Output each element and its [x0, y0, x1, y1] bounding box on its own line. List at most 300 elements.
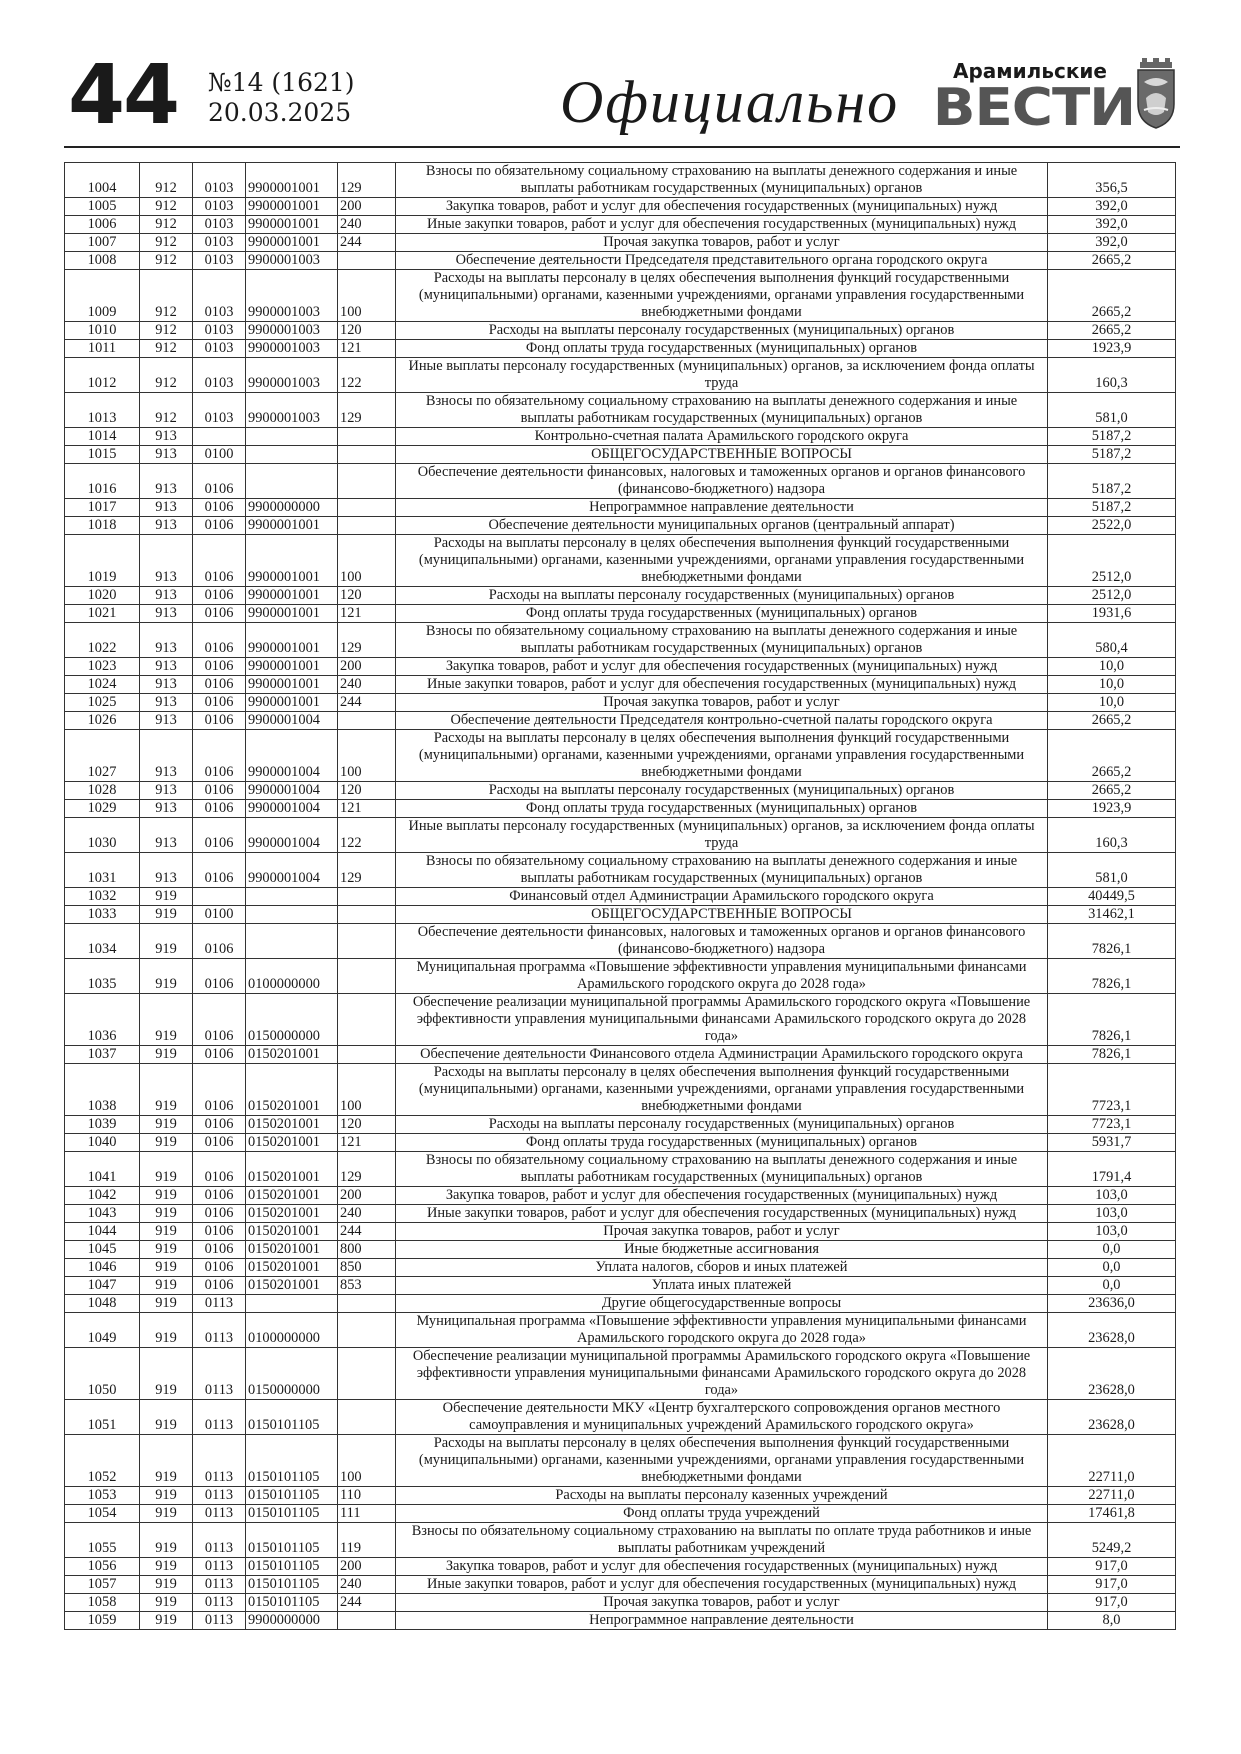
target-item-code: 0150101105	[246, 1487, 338, 1505]
main-admin-code: 913	[140, 712, 193, 730]
target-item-code: 9900000000	[246, 1612, 338, 1630]
target-item-code	[246, 428, 338, 446]
item-name: Прочая закупка товаров, работ и услуг	[396, 1594, 1048, 1612]
main-admin-code: 913	[140, 605, 193, 623]
row-number: 1032	[65, 888, 140, 906]
item-name: Иные бюджетные ассигнования	[396, 1241, 1048, 1259]
expense-type-code: 240	[338, 1205, 396, 1223]
table-row	[65, 1348, 1176, 1400]
expense-type-code	[338, 499, 396, 517]
row-number: 1048	[65, 1295, 140, 1313]
item-name: Обеспечение деятельности муниципальных органов (центральный аппарат)	[396, 517, 1048, 535]
item-name: Контрольно-счетная палата Арамильского городского округа	[396, 428, 1048, 446]
target-item-code	[246, 464, 338, 499]
row-number: 1023	[65, 658, 140, 676]
item-name: Обеспечение реализации муниципальной программы Арамильского городского округа «Повышение эффективности управления муниципальными финансами Арамильского городского округа до 2028 года»	[396, 1348, 1048, 1400]
item-name: Взносы по обязательному социальному страхованию на выплаты денежного содержания и иные выплаты работникам государственных (муниципальных) органов	[396, 163, 1048, 198]
item-name: Расходы на выплаты персоналу государственных (муниципальных) органов	[396, 322, 1048, 340]
amount: 23628,0	[1048, 1400, 1176, 1435]
item-name: ОБЩЕГОСУДАРСТВЕННЫЕ ВОПРОСЫ	[396, 446, 1048, 464]
amount: 5187,2	[1048, 428, 1176, 446]
expense-type-code	[338, 1313, 396, 1348]
expense-type-code: 129	[338, 163, 396, 198]
expense-type-code: 120	[338, 782, 396, 800]
expense-type-code	[338, 924, 396, 959]
main-admin-code: 913	[140, 535, 193, 587]
item-name: Взносы по обязательному социальному страхованию на выплаты денежного содержания и иные выплаты работникам государственных (муниципальных) органов	[396, 393, 1048, 428]
expense-type-code	[338, 1046, 396, 1064]
row-number: 1016	[65, 464, 140, 499]
main-admin-code: 913	[140, 800, 193, 818]
expense-type-code: 120	[338, 1116, 396, 1134]
amount: 103,0	[1048, 1187, 1176, 1205]
item-name: Иные выплаты персоналу государственных (муниципальных) органов, за исключением фонда оплаты труда	[396, 818, 1048, 853]
item-name: Расходы на выплаты персоналу государственных (муниципальных) органов	[396, 1116, 1048, 1134]
row-number: 1040	[65, 1134, 140, 1152]
main-admin-code: 919	[140, 1505, 193, 1523]
table-row	[65, 1277, 1176, 1295]
table-row	[65, 1487, 1176, 1505]
item-name: Иные закупки товаров, работ и услуг для обеспечения государственных (муниципальных) нужд	[396, 216, 1048, 234]
main-admin-code: 912	[140, 393, 193, 428]
row-number: 1044	[65, 1223, 140, 1241]
table-row	[65, 587, 1176, 605]
item-name: Расходы на выплаты персоналу в целях обеспечения выполнения функций государственными (муниципальными) органами, казенными учреждениями, органами управления государственными внебюджетными фондами	[396, 535, 1048, 587]
main-admin-code: 913	[140, 676, 193, 694]
section-code: 0106	[193, 464, 246, 499]
expense-type-code: 244	[338, 1223, 396, 1241]
section-code: 0103	[193, 340, 246, 358]
amount: 22711,0	[1048, 1435, 1176, 1487]
table-row	[65, 605, 1176, 623]
section-code: 0106	[193, 1116, 246, 1134]
main-admin-code: 919	[140, 1576, 193, 1594]
issue-info	[208, 68, 355, 128]
expense-type-code: 100	[338, 535, 396, 587]
item-name: Иные выплаты персоналу государственных (муниципальных) органов, за исключением фонда оплаты труда	[396, 358, 1048, 393]
row-number: 1046	[65, 1259, 140, 1277]
amount: 917,0	[1048, 1558, 1176, 1576]
row-number: 1013	[65, 393, 140, 428]
main-admin-code: 913	[140, 446, 193, 464]
row-number: 1052	[65, 1435, 140, 1487]
main-admin-code: 919	[140, 1152, 193, 1187]
table-row	[65, 1313, 1176, 1348]
amount: 5187,2	[1048, 464, 1176, 499]
table-row	[65, 730, 1176, 782]
expense-type-code: 240	[338, 676, 396, 694]
section-code: 0106	[193, 959, 246, 994]
target-item-code: 9900001001	[246, 694, 338, 712]
row-number: 1006	[65, 216, 140, 234]
item-name: Расходы на выплаты персоналу в целях обеспечения выполнения функций государственными (муниципальными) органами, казенными учреждениями, органами управления государственными внебюджетными фондами	[396, 1435, 1048, 1487]
section-code: 0103	[193, 216, 246, 234]
table-row	[65, 216, 1176, 234]
main-admin-code: 912	[140, 163, 193, 198]
row-number: 1020	[65, 587, 140, 605]
table-row	[65, 1046, 1176, 1064]
row-number: 1036	[65, 994, 140, 1046]
amount: 10,0	[1048, 694, 1176, 712]
target-item-code: 9900001004	[246, 818, 338, 853]
expense-type-code: 121	[338, 605, 396, 623]
section-code: 0106	[193, 499, 246, 517]
amount: 2512,0	[1048, 587, 1176, 605]
target-item-code	[246, 888, 338, 906]
item-name: Фонд оплаты труда государственных (муниципальных) органов	[396, 605, 1048, 623]
row-number: 1043	[65, 1205, 140, 1223]
main-admin-code: 913	[140, 658, 193, 676]
target-item-code: 9900001001	[246, 605, 338, 623]
expense-type-code: 119	[338, 1523, 396, 1558]
target-item-code: 0150201001	[246, 1116, 338, 1134]
expense-type-code: 200	[338, 1558, 396, 1576]
target-item-code: 0150201001	[246, 1223, 338, 1241]
row-number: 1005	[65, 198, 140, 216]
target-item-code: 9900001003	[246, 322, 338, 340]
expense-type-code	[338, 712, 396, 730]
target-item-code: 9900001001	[246, 216, 338, 234]
row-number: 1056	[65, 1558, 140, 1576]
target-item-code: 9900001004	[246, 800, 338, 818]
table-row	[65, 676, 1176, 694]
main-admin-code: 919	[140, 1241, 193, 1259]
main-admin-code: 919	[140, 906, 193, 924]
amount: 10,0	[1048, 658, 1176, 676]
expense-type-code: 853	[338, 1277, 396, 1295]
target-item-code: 0150000000	[246, 994, 338, 1046]
target-item-code: 9900001001	[246, 676, 338, 694]
table-row	[65, 358, 1176, 393]
amount: 2665,2	[1048, 252, 1176, 270]
row-number: 1047	[65, 1277, 140, 1295]
item-name: Расходы на выплаты персоналу государственных (муниципальных) органов	[396, 782, 1048, 800]
row-number: 1030	[65, 818, 140, 853]
logo-top-text: Арамильские	[953, 59, 1107, 83]
item-name: Обеспечение реализации муниципальной программы Арамильского городского округа «Повышение эффективности управления муниципальными финансами Арамильского городского округа до 2028 года»	[396, 994, 1048, 1046]
main-admin-code: 912	[140, 340, 193, 358]
section-code: 0106	[193, 1187, 246, 1205]
section-code: 0106	[193, 924, 246, 959]
amount: 2665,2	[1048, 270, 1176, 322]
table-row	[65, 800, 1176, 818]
target-item-code: 0150201001	[246, 1046, 338, 1064]
table-row	[65, 1505, 1176, 1523]
section-code: 0103	[193, 322, 246, 340]
expense-type-code: 100	[338, 730, 396, 782]
target-item-code	[246, 1295, 338, 1313]
main-admin-code: 919	[140, 1594, 193, 1612]
amount: 22711,0	[1048, 1487, 1176, 1505]
issue-number: №14 (1621)	[208, 68, 355, 97]
item-name: Фонд оплаты труда государственных (муниципальных) органов	[396, 340, 1048, 358]
target-item-code: 0150101105	[246, 1435, 338, 1487]
target-item-code: 0150201001	[246, 1152, 338, 1187]
amount: 1791,4	[1048, 1152, 1176, 1187]
section-code: 0113	[193, 1295, 246, 1313]
expense-type-code	[338, 1348, 396, 1400]
table-row	[65, 393, 1176, 428]
section-code: 0113	[193, 1523, 246, 1558]
row-number: 1026	[65, 712, 140, 730]
main-admin-code: 919	[140, 994, 193, 1046]
table-row	[65, 163, 1176, 198]
amount: 17461,8	[1048, 1505, 1176, 1523]
section-code: 0106	[193, 694, 246, 712]
main-admin-code: 913	[140, 464, 193, 499]
amount: 392,0	[1048, 216, 1176, 234]
table-row	[65, 1134, 1176, 1152]
item-name: Обеспечение деятельности Председателя контрольно-счетной палаты городского округа	[396, 712, 1048, 730]
amount: 7826,1	[1048, 994, 1176, 1046]
target-item-code: 0150101105	[246, 1523, 338, 1558]
row-number: 1049	[65, 1313, 140, 1348]
section-code: 0113	[193, 1505, 246, 1523]
main-admin-code: 919	[140, 1116, 193, 1134]
table-row	[65, 853, 1176, 888]
item-name: Обеспечение деятельности Председателя представительного органа городского округа	[396, 252, 1048, 270]
target-item-code: 9900001004	[246, 782, 338, 800]
section-code: 0106	[193, 1277, 246, 1295]
row-number: 1018	[65, 517, 140, 535]
table-row	[65, 1152, 1176, 1187]
amount: 392,0	[1048, 234, 1176, 252]
section-code: 0106	[193, 676, 246, 694]
row-number: 1058	[65, 1594, 140, 1612]
target-item-code: 9900000000	[246, 499, 338, 517]
amount: 0,0	[1048, 1259, 1176, 1277]
amount: 23628,0	[1048, 1348, 1176, 1400]
table-row	[65, 1259, 1176, 1277]
section-code: 0103	[193, 270, 246, 322]
target-item-code: 9900001001	[246, 623, 338, 658]
table-row	[65, 623, 1176, 658]
amount: 1931,6	[1048, 605, 1176, 623]
item-name: Обеспечение деятельности МКУ «Центр бухгалтерского сопровождения органов местного самоуправления и муниципальных учреждений Арамильского городского округа»	[396, 1400, 1048, 1435]
amount: 7826,1	[1048, 959, 1176, 994]
amount: 0,0	[1048, 1241, 1176, 1259]
amount: 5187,2	[1048, 446, 1176, 464]
amount: 2522,0	[1048, 517, 1176, 535]
expense-type-code: 240	[338, 216, 396, 234]
item-name: Другие общегосударственные вопросы	[396, 1295, 1048, 1313]
expense-type-code	[338, 464, 396, 499]
target-item-code: 0100000000	[246, 1313, 338, 1348]
amount: 1923,9	[1048, 340, 1176, 358]
row-number: 1017	[65, 499, 140, 517]
item-name: Иные закупки товаров, работ и услуг для обеспечения государственных (муниципальных) нужд	[396, 1576, 1048, 1594]
row-number: 1054	[65, 1505, 140, 1523]
main-admin-code: 919	[140, 1277, 193, 1295]
expense-type-code	[338, 517, 396, 535]
target-item-code: 9900001003	[246, 358, 338, 393]
section-code: 0106	[193, 1064, 246, 1116]
target-item-code: 0150201001	[246, 1064, 338, 1116]
row-number: 1034	[65, 924, 140, 959]
amount: 160,3	[1048, 358, 1176, 393]
expense-type-code: 129	[338, 853, 396, 888]
section-code	[193, 888, 246, 906]
main-admin-code: 919	[140, 959, 193, 994]
main-admin-code: 919	[140, 1558, 193, 1576]
main-admin-code: 919	[140, 1223, 193, 1241]
item-name: Расходы на выплаты персоналу в целях обеспечения выполнения функций государственными (муниципальными) органами, казенными учреждениями, органами управления государственными внебюджетными фондами	[396, 730, 1048, 782]
expense-type-code: 120	[338, 322, 396, 340]
section-code: 0106	[193, 517, 246, 535]
amount: 581,0	[1048, 853, 1176, 888]
item-name: Иные закупки товаров, работ и услуг для обеспечения государственных (муниципальных) нужд	[396, 676, 1048, 694]
newspaper-logo	[932, 59, 1136, 138]
row-number: 1037	[65, 1046, 140, 1064]
section-code: 0106	[193, 623, 246, 658]
row-number: 1022	[65, 623, 140, 658]
budget-table	[64, 162, 1176, 1630]
item-name: Фонд оплаты труда государственных (муниципальных) органов	[396, 1134, 1048, 1152]
target-item-code: 0150101105	[246, 1558, 338, 1576]
main-admin-code: 919	[140, 888, 193, 906]
target-item-code: 0100000000	[246, 959, 338, 994]
target-item-code: 9900001001	[246, 517, 338, 535]
row-number: 1010	[65, 322, 140, 340]
table-row	[65, 428, 1176, 446]
amount: 2665,2	[1048, 322, 1176, 340]
amount: 7723,1	[1048, 1116, 1176, 1134]
amount: 1923,9	[1048, 800, 1176, 818]
row-number: 1014	[65, 428, 140, 446]
section-code: 0113	[193, 1313, 246, 1348]
section-code: 0106	[193, 1259, 246, 1277]
section-code: 0113	[193, 1594, 246, 1612]
target-item-code	[246, 924, 338, 959]
target-item-code: 0150201001	[246, 1205, 338, 1223]
section-code: 0106	[193, 994, 246, 1046]
main-admin-code: 912	[140, 234, 193, 252]
item-name: Обеспечение деятельности финансовых, налоговых и таможенных органов и органов финансового (финансово-бюджетного) надзора	[396, 464, 1048, 499]
item-name: Расходы на выплаты персоналу в целях обеспечения выполнения функций государственными (муниципальными) органами, казенными учреждениями, органами управления государственными внебюджетными фондами	[396, 270, 1048, 322]
expense-type-code	[338, 888, 396, 906]
item-name: Прочая закупка товаров, работ и услуг	[396, 234, 1048, 252]
amount: 7826,1	[1048, 924, 1176, 959]
section-code: 0106	[193, 535, 246, 587]
section-code: 0106	[193, 853, 246, 888]
row-number: 1045	[65, 1241, 140, 1259]
main-admin-code: 919	[140, 1313, 193, 1348]
expense-type-code: 200	[338, 1187, 396, 1205]
amount: 5931,7	[1048, 1134, 1176, 1152]
amount: 23628,0	[1048, 1313, 1176, 1348]
main-admin-code: 913	[140, 623, 193, 658]
main-admin-code: 919	[140, 1523, 193, 1558]
section-code: 0113	[193, 1435, 246, 1487]
table-row	[65, 252, 1176, 270]
row-number: 1028	[65, 782, 140, 800]
main-admin-code: 919	[140, 1046, 193, 1064]
item-name: Уплата иных платежей	[396, 1277, 1048, 1295]
section-code	[193, 428, 246, 446]
row-number: 1027	[65, 730, 140, 782]
item-name: Финансовый отдел Администрации Арамильского городского округа	[396, 888, 1048, 906]
expense-type-code: 800	[338, 1241, 396, 1259]
amount: 581,0	[1048, 393, 1176, 428]
expense-type-code: 121	[338, 800, 396, 818]
amount: 40449,5	[1048, 888, 1176, 906]
item-name: Закупка товаров, работ и услуг для обеспечения государственных (муниципальных) нужд	[396, 1187, 1048, 1205]
amount: 2512,0	[1048, 535, 1176, 587]
row-number: 1029	[65, 800, 140, 818]
target-item-code: 9900001001	[246, 198, 338, 216]
main-admin-code: 919	[140, 1612, 193, 1630]
amount: 8,0	[1048, 1612, 1176, 1630]
expense-type-code: 244	[338, 694, 396, 712]
item-name: Прочая закупка товаров, работ и услуг	[396, 694, 1048, 712]
expense-type-code: 120	[338, 587, 396, 605]
expense-type-code: 121	[338, 1134, 396, 1152]
expense-type-code: 122	[338, 358, 396, 393]
item-name: Фонд оплаты труда государственных (муниципальных) органов	[396, 800, 1048, 818]
main-admin-code: 913	[140, 694, 193, 712]
section-code: 0106	[193, 782, 246, 800]
amount: 5187,2	[1048, 499, 1176, 517]
table-row	[65, 1523, 1176, 1558]
amount: 23636,0	[1048, 1295, 1176, 1313]
section-code: 0100	[193, 446, 246, 464]
section-code: 0113	[193, 1348, 246, 1400]
row-number: 1059	[65, 1612, 140, 1630]
expense-type-code: 100	[338, 1064, 396, 1116]
expense-type-code: 111	[338, 1505, 396, 1523]
row-number: 1033	[65, 906, 140, 924]
table-row	[65, 924, 1176, 959]
table-row	[65, 694, 1176, 712]
row-number: 1021	[65, 605, 140, 623]
amount: 356,5	[1048, 163, 1176, 198]
main-admin-code: 912	[140, 358, 193, 393]
main-admin-code: 913	[140, 818, 193, 853]
target-item-code: 0150000000	[246, 1348, 338, 1400]
row-number: 1041	[65, 1152, 140, 1187]
table-row	[65, 1295, 1176, 1313]
item-name: Взносы по обязательному социальному страхованию на выплаты денежного содержания и иные выплаты работникам государственных (муниципальных) органов	[396, 623, 1048, 658]
amount: 917,0	[1048, 1576, 1176, 1594]
row-number: 1024	[65, 676, 140, 694]
main-admin-code: 913	[140, 730, 193, 782]
item-name: Непрограммное направление деятельности	[396, 1612, 1048, 1630]
section-code: 0106	[193, 1205, 246, 1223]
item-name: Взносы по обязательному социальному страхованию на выплаты денежного содержания и иные выплаты работникам государственных (муниципальных) органов	[396, 1152, 1048, 1187]
expense-type-code: 121	[338, 340, 396, 358]
main-admin-code: 913	[140, 782, 193, 800]
target-item-code: 9900001001	[246, 587, 338, 605]
expense-type-code	[338, 446, 396, 464]
table-row	[65, 1241, 1176, 1259]
section-code: 0106	[193, 1241, 246, 1259]
row-number: 1053	[65, 1487, 140, 1505]
amount: 2665,2	[1048, 712, 1176, 730]
table-body	[65, 163, 1176, 1630]
main-admin-code: 919	[140, 1400, 193, 1435]
row-number: 1038	[65, 1064, 140, 1116]
target-item-code: 0150101105	[246, 1400, 338, 1435]
row-number: 1039	[65, 1116, 140, 1134]
main-admin-code: 913	[140, 587, 193, 605]
target-item-code: 9900001001	[246, 658, 338, 676]
target-item-code: 9900001003	[246, 270, 338, 322]
table-row	[65, 888, 1176, 906]
item-name: Закупка товаров, работ и услуг для обеспечения государственных (муниципальных) нужд	[396, 658, 1048, 676]
item-name: Прочая закупка товаров, работ и услуг	[396, 1223, 1048, 1241]
item-name: Муниципальная программа «Повышение эффективности управления муниципальными финансами Арамильского городского округа до 2028 года»	[396, 959, 1048, 994]
target-item-code	[246, 446, 338, 464]
